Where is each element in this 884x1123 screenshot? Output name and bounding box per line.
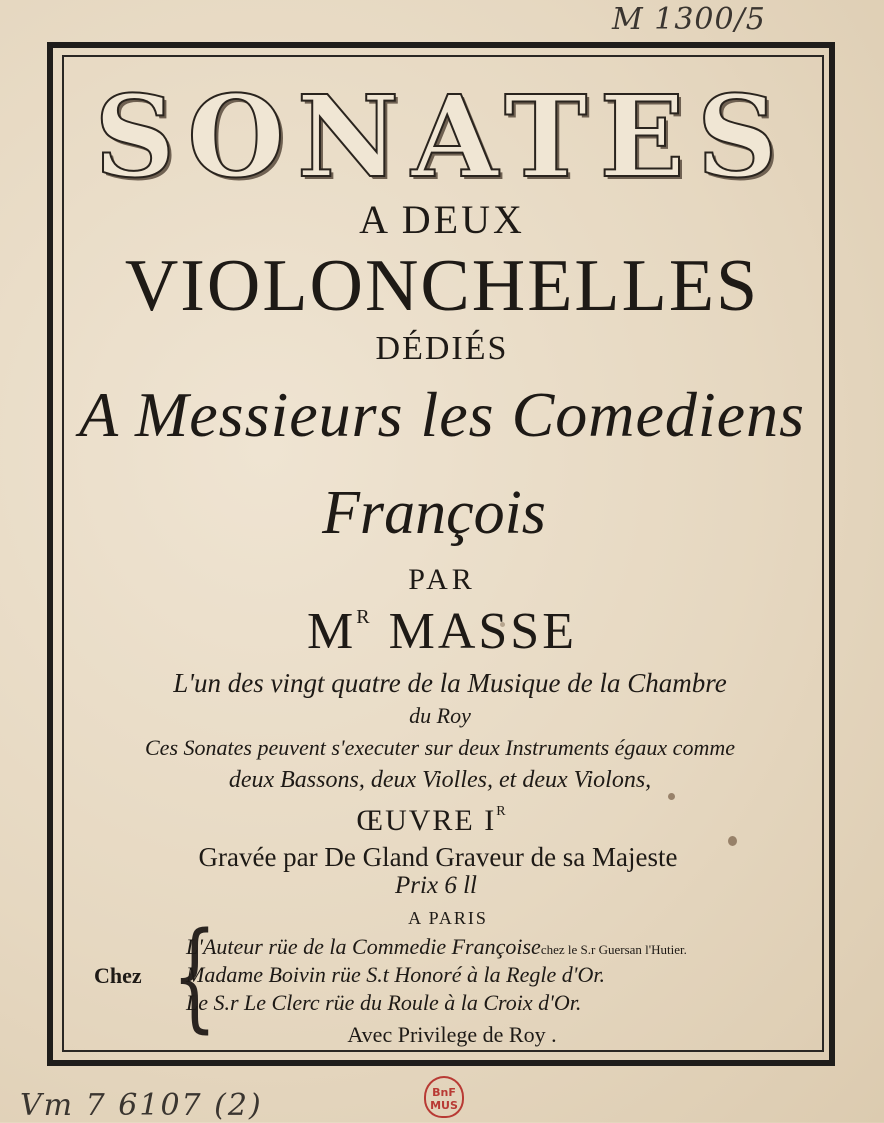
- author-name: [0, 602, 884, 661]
- stamp-line-1: BnF: [432, 1086, 456, 1099]
- ink-stain: [728, 836, 737, 846]
- author-surname: MASSE: [388, 603, 577, 660]
- chez-label: Chez: [94, 963, 142, 988]
- instrument-note-1: Ces Sonates peuvent s'executer sur deux Instruments égaux comme: [145, 735, 735, 760]
- shelfmark-bottom: Vm 7 6107 (2): [20, 1088, 263, 1123]
- title-dedies: DÉDIÉS: [375, 330, 509, 367]
- dedication-messieurs: A Messieurs les Comediens: [79, 379, 805, 450]
- address-1-note: chez le S.r Guersan l'Hutier.: [540, 942, 687, 957]
- instrument-note-2: deux Bassons, deux Violles, et deux Violons,: [228, 767, 652, 793]
- address-1-text: L'Auteur rüe de la Commedie Françoise: [186, 934, 541, 959]
- price: Prix 6 ll: [395, 872, 477, 899]
- brace-icon: {: [172, 906, 218, 1044]
- title-violoncelles: VIOLONCHELLES: [124, 245, 760, 327]
- address-3: Le S.r Le Clerc rüe du Roule à la Croix d'Or.: [186, 990, 582, 1015]
- by-label: PAR: [408, 563, 476, 596]
- engraver-credit: Gravée par De Gland Graveur de sa Majeste: [198, 842, 678, 872]
- author-role-2: du Roy: [409, 703, 471, 728]
- address-1: [186, 934, 687, 960]
- stamp-line-2: MUS: [430, 1099, 458, 1112]
- shelfmark-top: M 1300/5: [612, 2, 766, 37]
- publisher-city: A PARIS: [408, 908, 488, 928]
- opus-number: [0, 804, 874, 838]
- royal-privilege: Avec Privilege de Roy .: [347, 1022, 557, 1047]
- title-sonates: SONATES: [94, 72, 790, 203]
- opus-sup: R: [496, 804, 508, 819]
- author-prefix-sup: R: [356, 606, 373, 628]
- title-a-deux: A DEUX: [359, 197, 525, 242]
- dedication-francois: François: [322, 479, 546, 547]
- ink-stain: [500, 622, 505, 627]
- author-prefix: M: [307, 603, 357, 660]
- opus-label: ŒUVRE I: [356, 804, 497, 837]
- ink-stain: [668, 793, 675, 800]
- library-stamp: [424, 1076, 464, 1118]
- author-role: L'un des vingt quatre de la Musique de la Chambre: [173, 668, 727, 698]
- address-2: Madame Boivin rüe S.t Honoré à la Regle d'Or.: [186, 962, 605, 987]
